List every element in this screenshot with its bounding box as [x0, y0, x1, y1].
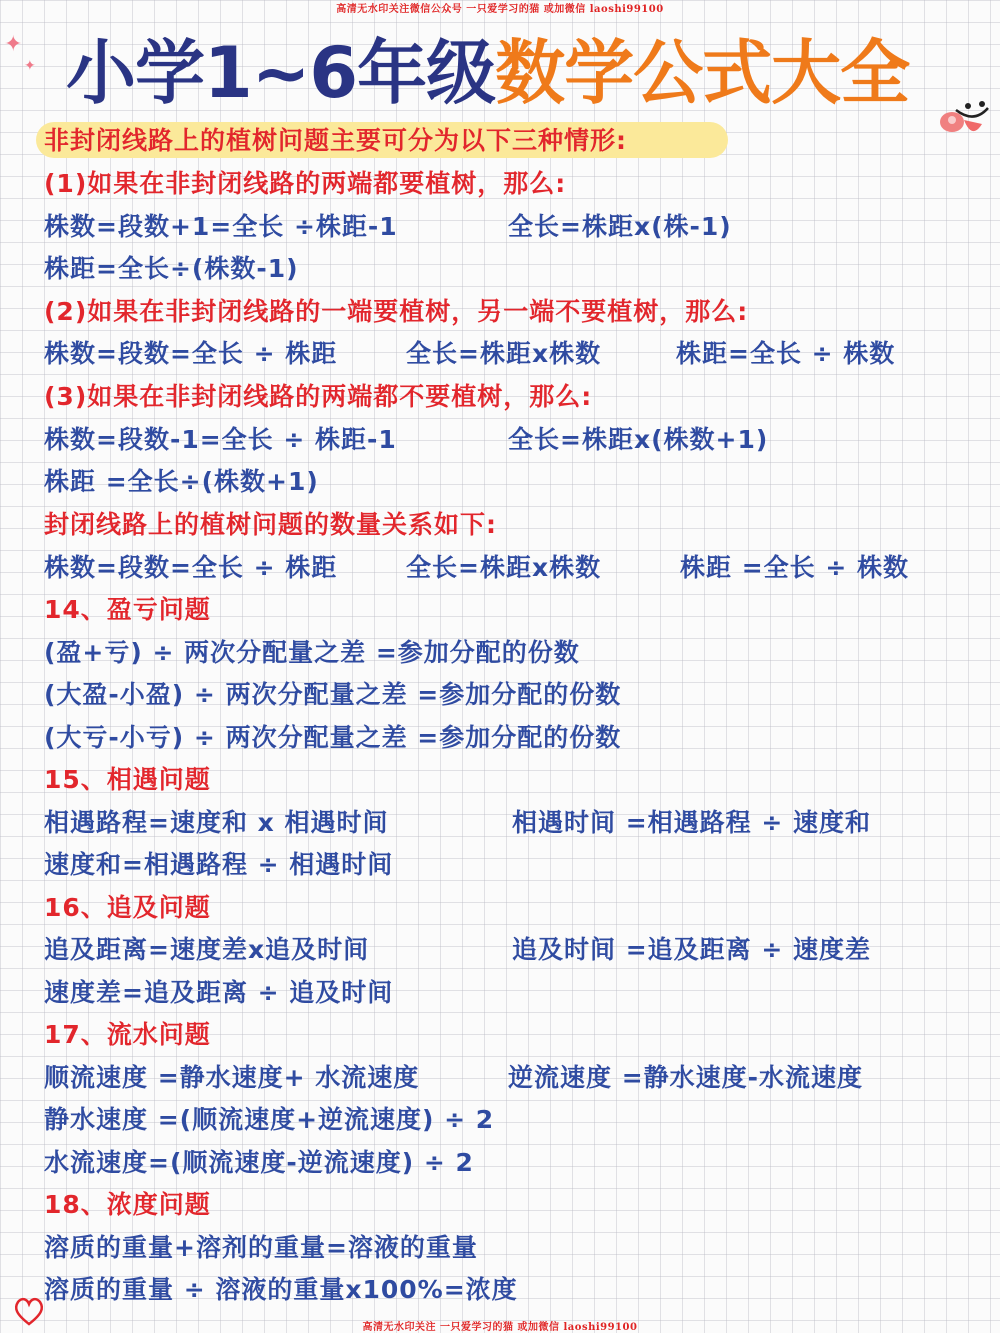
closed-loop-heading: 封闭线路上的植树问题的数量关系如下:: [44, 510, 497, 539]
chase-formula-3: 速度差=追及距离 ÷ 追及时间: [44, 978, 394, 1007]
chase-formula-2: 追及时间 =追及距离 ÷ 速度差: [512, 935, 872, 964]
heart-icon: [12, 1296, 46, 1326]
case1-heading: (1)如果在非封闭线路的两端都要植树，那么:: [44, 169, 567, 198]
case3-heading: (3)如果在非封闭线路的两端都不要植树，那么:: [44, 382, 593, 411]
section-17-heading: 17、流水问题: [44, 1020, 211, 1049]
case1-formula-3: 株距=全长÷(株数-1): [44, 254, 299, 283]
case2-heading: (2)如果在非封闭线路的一端要植树，另一端不要植树，那么:: [44, 297, 749, 326]
profit-loss-formula-2: (大盈-小盈) ÷ 两次分配量之差 =参加分配的份数: [44, 680, 622, 709]
current-formula-1: 顺流速度 =静水速度+ 水流速度: [44, 1063, 420, 1092]
section-18-heading: 18、浓度问题: [44, 1190, 211, 1219]
case3-formula-2: 全长=株距x(株数+1): [508, 425, 769, 454]
watermark-top: 高清无水印关注微信公众号 一只爱学习的猫 或加微信 laoshi99100: [336, 4, 664, 15]
closed-loop-formula-3: 株距 =全长 ÷ 株数: [680, 553, 910, 582]
chase-formula-1: 追及距离=速度差x追及时间: [44, 935, 370, 964]
title-part-formulas: 数学公式大全: [495, 32, 910, 114]
section-14-heading: 14、盈亏问题: [44, 595, 211, 624]
sparkle-icon: ✦: [4, 32, 23, 57]
current-formula-2: 逆流速度 =静水速度-水流速度: [508, 1063, 864, 1092]
profit-loss-formula-3: (大亏-小亏) ÷ 两次分配量之差 =参加分配的份数: [44, 723, 622, 752]
section-16-heading: 16、追及问题: [44, 893, 211, 922]
meeting-formula-2: 相遇时间 =相遇路程 ÷ 速度和: [512, 808, 872, 837]
case2-formula-2: 全长=株距x株数: [406, 339, 602, 368]
closed-loop-formula-1: 株数=段数=全长 ÷ 株距: [44, 553, 338, 582]
case2-formula-3: 株距=全长 ÷ 株数: [676, 339, 896, 368]
case1-formula-1: 株数=段数+1=全长 ÷株距-1: [44, 212, 398, 241]
concentration-formula-2: 溶质的重量 ÷ 溶液的重量x100%=浓度: [44, 1275, 518, 1304]
case3-formula-3: 株距 =全长÷(株数+1): [44, 467, 319, 496]
closed-loop-formula-2: 全长=株距x株数: [406, 553, 602, 582]
concentration-formula-1: 溶质的重量+溶剂的重量=溶液的重量: [44, 1233, 478, 1262]
page-title: [66, 28, 946, 118]
watermark-bottom: 高清无水印关注 一只爱学习的猫 或加微信 laoshi99100: [362, 1322, 638, 1333]
section-15-heading: 15、相遇问题: [44, 765, 211, 794]
meeting-formula-3: 速度和=相遇路程 ÷ 相遇时间: [44, 850, 394, 879]
title-part-grade: 小学1~6年级: [66, 32, 496, 114]
profit-loss-formula-1: (盈+亏) ÷ 两次分配量之差 =参加分配的份数: [44, 638, 580, 667]
current-formula-4: 水流速度=(顺流速度-逆流速度) ÷ 2: [44, 1148, 474, 1177]
sparkle-small-icon: ✦: [24, 58, 36, 74]
meeting-formula-1: 相遇路程=速度和 x 相遇时间: [44, 808, 389, 837]
tree-planting-intro: 非封闭线路上的植树问题主要可分为以下三种情形:: [44, 126, 627, 155]
case2-formula-1: 株数=段数=全长 ÷ 株距: [44, 339, 338, 368]
case3-formula-1: 株数=段数-1=全长 ÷ 株距-1: [44, 425, 397, 454]
case1-formula-2: 全长=株距x(株-1): [508, 212, 732, 241]
current-formula-3: 静水速度 =(顺流速度+逆流速度) ÷ 2: [44, 1105, 495, 1134]
